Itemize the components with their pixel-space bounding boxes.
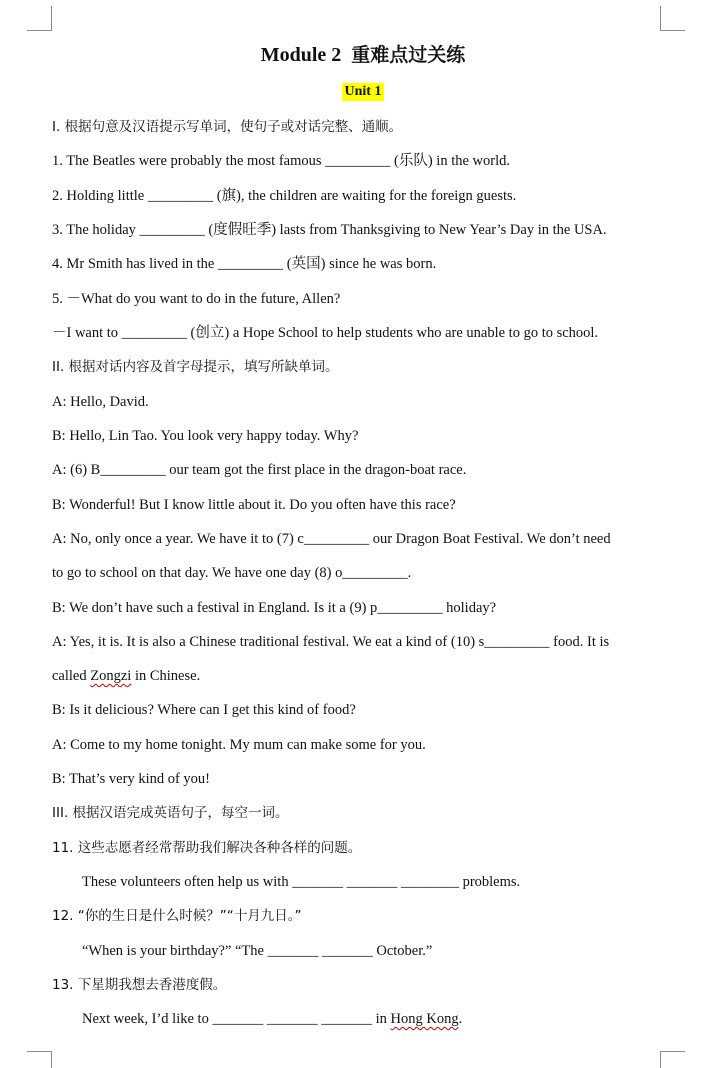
question-13-cn: 13. 下星期我想去香港度假。 [52,977,227,993]
dialogue-line: to go to school on that day. We have one day (8) o_________. [52,565,412,581]
zongzi-word: Zongzi [90,668,132,684]
question-4: 4. Mr Smith has lived in the _________ (英国) since he was born. [52,256,437,272]
question-5a: 5. －What do you want to do in the future, Allen? [52,291,341,307]
question-13-en [82,1009,462,1029]
unit-heading-wrap [0,82,726,101]
unit-heading: Unit 1 [342,83,385,101]
dialogue-line: B: We don’t have such a festival in England. Is it a (9) p_________ holiday? [52,600,497,616]
corner-mark-bottom-left [27,1051,52,1068]
corner-mark-bottom-right [660,1051,685,1068]
q13-prefix: Next week, I’d like to _______ _______ _______ in [82,1011,391,1027]
hong-kong-word: Hong Kong [390,1011,459,1027]
dialogue-line: B: Hello, Lin Tao. You look very happy today. Why? [52,428,359,444]
section2-heading: II. 根据对话内容及首字母提示，填写所缺单词。 [52,359,339,375]
q13-suffix: . [458,1011,463,1027]
dialogue-line: A: Yes, it is. It is also a Chinese traditional festival. We eat a kind of (10) s_________ food. It is [52,634,610,650]
dialogue-line: A: No, only once a year. We have it to (7) c_________ our Dragon Boat Festival. We don’t need [52,531,611,547]
corner-mark-top-left [27,6,52,31]
dialogue-line: A: (6) B_________ our team got the first place in the dragon-boat race. [52,462,467,478]
question-3: 3. The holiday _________ (度假旺季) lasts from Thanksgiving to New Year’s Day in the USA. [52,222,607,238]
dialogue-line: A: Come to my home tonight. My mum can make some for you. [52,737,426,753]
question-12-cn: 12. “你的生日是什么时候？”“十月九日。” [52,908,302,924]
page-title [0,40,726,67]
dialogue-line: B: Wonderful! But I know little about it. Do you often have this race? [52,497,456,513]
called-prefix: called [52,668,91,684]
title-cn: 重难点过关练 [351,44,466,66]
dialogue-line: B: That’s very kind of you! [52,771,211,787]
title-en: Module 2 [260,44,342,66]
dialogue-line-called [52,666,200,686]
dialogue-line: A: Hello, David. [52,394,149,410]
question-11-en: These volunteers often help us with _______ _______ ________ problems. [82,874,521,890]
question-12-en: “When is your birthday?” “The _______ _______ October.” [82,943,433,959]
question-5b: －I want to _________ (创立) a Hope School to help students who are unable to go to school. [52,325,599,341]
question-2: 2. Holding little _________ (旗), the children are waiting for the foreign guests. [52,188,517,204]
section3-heading: III. 根据汉语完成英语句子，每空一词。 [52,805,289,821]
called-suffix: in Chinese. [131,668,201,684]
question-1: 1. The Beatles were probably the most famous _________ (乐队) in the world. [52,153,511,169]
question-11-cn: 11. 这些志愿者经常帮助我们解决各种各样的问题。 [52,840,362,856]
corner-mark-top-right [660,6,685,31]
dialogue-line: B: Is it delicious? Where can I get this kind of food? [52,702,356,718]
section1-heading: I. 根据句意及汉语提示写单词，使句子或对话完整、通顺。 [52,119,403,135]
